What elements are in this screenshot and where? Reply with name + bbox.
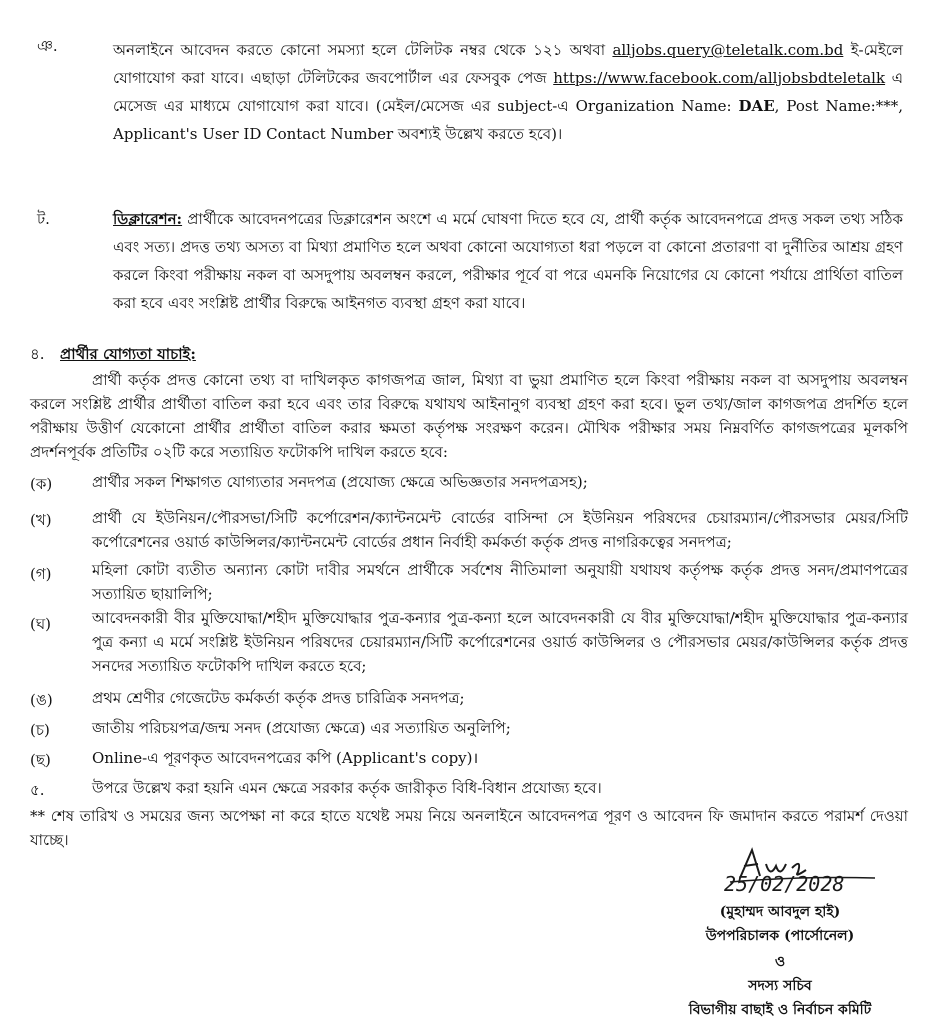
item-ca-marker: (চ)	[30, 721, 50, 739]
para-nga-text2: ই-মেইলে যোগাযোগ করা যাবে। এছাড়া টেলিটকের জবপোর্টাল এর ফেসবুক পেজ	[113, 41, 903, 87]
facebook-link[interactable]: https://www.facebook.com/alljobsbdteletalk	[553, 69, 886, 87]
para-nga-text1: অনলাইনে আবেদন করতে কোনো সমস্যা হলে টেলিটক নম্বর থেকে ১২১ অথবা	[113, 41, 613, 59]
org-name: DAE	[738, 97, 775, 115]
signatory-designation: উপপরিচালক (পার্সোনেল)	[705, 928, 855, 944]
item-ka-marker: (ক)	[30, 475, 53, 493]
item-cha-marker: (ছ)	[30, 751, 51, 769]
signature-image	[690, 838, 890, 908]
signatory-conjunction: ও	[774, 954, 786, 970]
item-gha-marker: (ঘ)	[30, 615, 51, 633]
signatory-committee: বিভাগীয় বাছাই ও নির্বাচন কমিটি	[688, 1002, 872, 1018]
para-ta-text: প্রার্থীকে আবেদনপত্রের ডিক্লারেশন অংশে এ মর্মে ঘোষণা দিতে হবে যে, প্রার্থী কর্তৃক আবেদনপত্রে প্রদত্ত সকল তথ্য সঠিক এবং সত্য। প্রদত্ত তথ্য অসত্য বা মিথ্যা প্রমাণিত হলে অথবা কোনো অযোগ্যতা ধরা পড়লে বা কোনো প্রতারণা বা দুর্নীতির আশ্রয় গ্রহণ করলে কিংবা পরীক্ষায় নকল বা অসদুপায় অবলম্বন করলে, পরীক্ষার পূর্বে বা পরে এমনকি নিয়োগের যে কোনো পর্যায়ে প্রার্থিতা বাতিল করা হবে এবং সংশ্লিষ্ট প্রার্থীর বিরুদ্ধে আইনগত ব্যবস্থা গ্রহণ করা যাবে।	[113, 210, 903, 312]
signature-date: 25/02/2028	[724, 872, 845, 896]
email-link[interactable]: alljobs.query@teletalk.com.bd	[612, 41, 844, 59]
item-ca: জাতীয় পরিচয়পত্র/জন্ম সনদ (প্রযোজ্য ক্ষেত্রে) এর সত্যায়িত অনুলিপি;	[92, 719, 511, 737]
section5-number: ৫.	[30, 781, 45, 799]
para-nga-text3: এ মেসেজ এর মাধ্যমে যোগাযোগ করা যাবে। (মেইল/মেসেজ এর subject-এ Organization Name:	[113, 69, 903, 115]
section4-intro: প্রার্থী কর্তৃক প্রদত্ত কোনো তথ্য বা দাখিলকৃত কাগজপত্র জাল, মিথ্যা বা ভুয়া প্রমাণিত হলে কিংবা পরীক্ষায় নকল বা অসদুপায় অবলম্বন করলে সংশ্লিষ্ট প্রার্থীর প্রার্থীতা বাতিল করা হবে এবং তার বিরুদ্ধে যথাযথ আইনানুগ ব্যবস্থা গ্রহণ করা হবে। ভুল তথ্য/জাল কাগজপত্র প্রদর্শিত হলে পরীক্ষায় উত্তীর্ণ যেকোনো প্রার্থীর প্রার্থীতা বাতিল করার ক্ষমতা কর্তৃপক্ষ সংরক্ষণ করেন। মৌখিক পরীক্ষার সময় নিম্নবর্ণিত কাগজপত্রের মূলকপি প্রদর্শনপূর্বক প্রতিটির ০২টি করে সত্যায়িত ফটোকপি দাখিল করতে হবে:	[30, 371, 908, 461]
section4-number: ৪.	[30, 345, 45, 363]
item-uma-marker: (ঙ)	[30, 691, 53, 709]
section5-text: উপরে উল্লেখ করা হয়নি এমন ক্ষেত্রে সরকার কর্তৃক জারীকৃত বিধি-বিধান প্রযোজ্য হবে।	[92, 779, 602, 797]
para-ta	[113, 205, 903, 317]
declaration-heading: ডিক্লারেশন:	[113, 210, 183, 228]
para-ta-marker: ট.	[37, 210, 50, 228]
item-ka: প্রার্থীর সকল শিক্ষাগত যোগ্যতার সনদপত্র (প্রযোজ্য ক্ষেত্রে অভিজ্ঞতার সনদপত্রসহ);	[92, 473, 588, 491]
para-nga	[113, 36, 903, 148]
item-gha: আবেদনকারী বীর মুক্তিযোদ্ধা/শহীদ মুক্তিযোদ্ধার পুত্র-কন্যার পুত্র-কন্যা হলে আবেদনকারী যে বীর মুক্তিযোদ্ধা/শহীদ মুক্তিযোদ্ধার পুত্র-কন্যার পুত্র কন্যা এ মর্মে সংশ্লিষ্ট ইউনিয়ন পরিষদের চেয়ারম্যান/সিটি কর্পোরেশনের ওয়ার্ড কাউন্সিলর ও পৌরসভার মেয়র/কাউন্সিলর কর্তৃক প্রদত্ত সনদের সত্যায়িত ফটোকপি দাখিল করতে হবে;	[92, 609, 908, 675]
para-nga-marker: ঞ.	[37, 37, 58, 55]
para-nga-text4: , Post Name:***, Applicant's User ID Contact Number অবশ্যই উল্লেখ করতে হবে)।	[113, 97, 903, 143]
item-kha: প্রার্থী যে ইউনিয়ন/পৌরসভা/সিটি কর্পোরেশন/ক্যান্টনমেন্ট বোর্ডের বাসিন্দা সে ইউনিয়ন পরিষদের চেয়ারম্যান/পৌরসভার মেয়র/সিটি কর্পোরেশনের ওয়ার্ড কাউন্সিলর/ক্যান্টনমেন্ট বোর্ডের প্রধান নির্বাহী কর্মকর্তা কর্তৃক প্রদত্ত নাগরিকত্বের সনদপত্র;	[92, 509, 908, 551]
item-uma: প্রথম শ্রেণীর গেজেটেড কর্মকর্তা কর্তৃক প্রদত্ত চারিত্রিক সনদপত্র;	[92, 689, 465, 707]
item-ga-marker: (গ)	[30, 565, 52, 583]
item-kha-marker: (খ)	[30, 511, 52, 529]
signatory-name: (মুহাম্মদ আবদুল হাই)	[719, 904, 841, 920]
item-ga: মহিলা কোটা ব্যতীত অন্যান্য কোটা দাবীর সমর্থনে প্রার্থীকে সর্বশেষ নীতিমালা অনুযায়ী যথাযথ কর্তৃপক্ষ কর্তৃক প্রদত্ত সনদ/প্রমাণপত্রের সত্যায়িত ছায়ালিপি;	[92, 561, 908, 603]
item-cha: Online-এ পূরণকৃত আবেদনপত্রের কপি (Applicant's copy)।	[92, 749, 479, 767]
section4-title: প্রার্থীর যোগ্যতা যাচাই:	[60, 345, 196, 363]
signatory-role: সদস্য সচিব	[748, 978, 812, 994]
footnote: ** শেষ তারিখ ও সময়ের জন্য অপেক্ষা না করে হাতে যথেষ্ট সময় নিয়ে অনলাইনে আবেদনপত্র পূরণ ও আবেদন ফি জমাদান করতে পরামর্শ দেওয়া যাচ্ছে।	[30, 807, 908, 849]
